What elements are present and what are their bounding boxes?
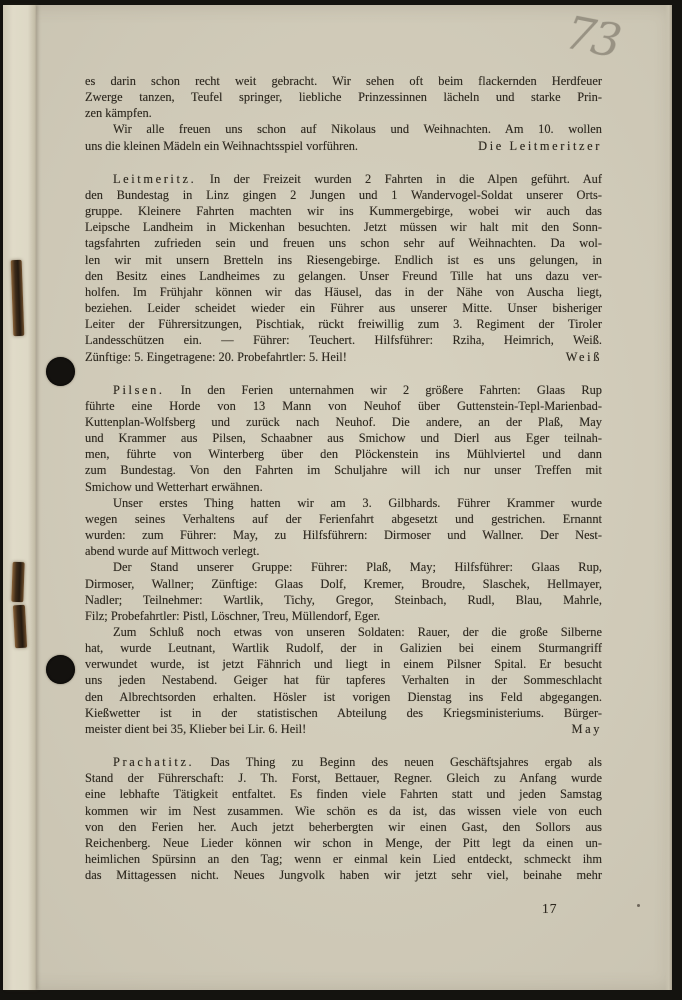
line-text: meister dient bei 35, Klieber bei Lir. 6. Heil! (85, 721, 307, 736)
page-number: 17 (542, 901, 558, 916)
paragraph (85, 121, 602, 153)
text-line: Unser erstes Thing hatten wir am 3. Gilbhards. Führer Krammer wurde (113, 495, 602, 510)
text-column (85, 73, 602, 883)
staple-rust-mark (11, 562, 24, 602)
paragraph (85, 754, 602, 883)
page-spine-fold (3, 5, 36, 990)
text-line: und Krammer aus Pilsen, Schaabner aus Smichow und Dierl aus Eger teilnah- (85, 431, 602, 446)
text-line: Dirmoser, Wallner; Zünftige: Glaas Dolf, Kremer, Broudre, Slaschek, Hellmayer, (85, 576, 602, 591)
document-page (3, 5, 672, 990)
text-line: Leipsche Landheim in Mickenhan besuchten. Jetzt müssen wir halt mit den Sonn- (85, 220, 602, 235)
line-text: uns die kleinen Mädeln ein Weihnachtsspiel vorführen. (85, 138, 359, 153)
text-line: kommen wir im Nest zusammen. Wie schön es da ist, das wissen viele von euch (85, 803, 602, 818)
signature: May (571, 721, 602, 736)
text-line: eine lebhafte Tätigkeit entfaltet. Es finden viele Fahrten statt und jeden Samstag (85, 787, 602, 802)
text-line: den Bundestag in Linz gingen 2 Jungen und 1 Wandervogel-Soldat unserer Orts- (85, 187, 602, 202)
text-line: heimlichen Spürsinn an den Tag; wenn er einmal kein Lied entdeckt, schmeckt ihm (85, 852, 602, 867)
text-line: das Mittagessen nicht. Neues Jungvolk haben wir jetzt sehr viel, beinahe mehr (85, 868, 602, 883)
paragraph (85, 382, 602, 495)
paragraph (85, 171, 602, 365)
section-name: Leitmeritz. (113, 171, 197, 186)
text-line: Zum Schluß noch etwas von unseren Soldaten: Rauer, der die große Silberne (113, 625, 602, 639)
text-line: zum Bundestag. Von den Fahrten im Schuljahre will ich nur unser Treffen mit (85, 463, 602, 478)
text-line: beziehen. Leider scheidet wieder ein Führer aus unserer Mitte. Unser bisheriger (85, 301, 602, 316)
text-line: verwundet wurde, ist jetzt Fähnrich und liegt in einem Pilsner Spital. Er besucht (85, 657, 602, 672)
text-line: holfen. Im Frühjahr können wir das Häusel, das in der Nähe von Auscha liegt, (85, 284, 602, 299)
text-line: gruppe. Kleinere Fahrten machten wir ins Kummergebirge, wobei wir auch das (85, 204, 602, 219)
text-line: den Albrechtsorden erhalten. Hösler ist vorigen Dienstag ins Feld abgegangen. (85, 689, 602, 704)
punch-hole (46, 357, 75, 386)
text-line: Stand der Führerschaft: J. Th. Forst, Bettauer, Regner. Gleich zu Anfang wurde (85, 771, 602, 786)
handwritten-number: 73 (561, 5, 624, 69)
text-line: Pilsen. In den Ferien unternahmen wir 2 größere Fahrten: Glaas Rup (113, 382, 602, 397)
line-text: Zünftige: 5. Eingetragene: 20. Probefahrtler: 5. Heil! (85, 349, 347, 364)
text-line: Kuttenplan-Wolfsberg und zurück nach Neuhof. Die andere, an der Plaß, May (85, 414, 602, 429)
text-line: Wir alle freuen uns schon auf Nikolaus und Weihnachten. Am 10. wollen (113, 122, 602, 137)
punch-hole (46, 655, 75, 684)
text-line: tagsfahrten zufrieden sein und freuen uns schon sehr auf Weihnachten. Da wol- (85, 236, 602, 251)
text-line: Kießwetter ist in der statistischen Abteilung des Kriegsministeriums. Bürger- (85, 705, 602, 720)
text-line (85, 138, 602, 154)
text-line: Nadler; Teilnehmer: Wartlik, Tichy, Gregor, Steinbach, Rudl, Blau, Mahrle, (85, 592, 602, 607)
text-line (85, 721, 602, 737)
text-line: uns jeden Nestabend. Geiger hat für tapferes Verhalten in der Sommeschlacht (85, 673, 602, 688)
text-line: Smichow und Wetterhart erwähnen. (85, 479, 263, 494)
text-line: von den Ferien her. Auch jetzt beherbergten wir einen Gast, den Sollors aus (85, 819, 602, 834)
text-line: führte eine Horde von 13 Mann von Neuhof über Guttenstein-Tepl-Marienbad- (85, 398, 602, 413)
text-line: hat, wurde Leutnant, Wartlik Rudolf, der in Galizien bei einem Sturmangriff (85, 641, 602, 656)
text-line: den Besitz eines Landheimes zu gelangen. Unser Freund Tille hat uns dazu ver- (85, 268, 602, 283)
text-line: Leitmeritz. In der Freizeit wurden 2 Fahrten in die Alpen geführt. Auf (113, 171, 602, 186)
section-name: Pilsen. (113, 382, 165, 397)
text-line: wegen seines Verhaltens auf der Ferienfahrt abgesetzt und gestrichen. Ernannt (85, 511, 602, 526)
text-line: Zwerge tanzen, Teufel springer, liebliche Prinzessinnen lächeln und starke Prin- (85, 90, 602, 105)
text-line: men, führte von Winterberg über den Plöckenstein ins Mühlviertel und dann (85, 447, 602, 462)
signature: Weiß (565, 349, 602, 364)
text-line: Der Stand unserer Gruppe: Führer: Plaß, May; Hilfsführer: Glaas Rup, (113, 560, 602, 575)
text-line: Reichenberg. Neue Lieder können wir schon in Menge, der Pitt legt da einen un- (85, 835, 602, 850)
staple-rust-mark (13, 605, 27, 649)
paper-speck (637, 904, 640, 907)
page-right-edge (665, 5, 672, 990)
text-line: Filz; Probefahrtler: Pistl, Löschner, Treu, Müllendorf, Eger. (85, 608, 381, 623)
paragraph (85, 624, 602, 737)
text-line: Prachatitz. Das Thing zu Beginn des neuen Geschäftsjahres ergab als (113, 755, 602, 770)
text-line (85, 349, 602, 365)
text-line: len wir mit unsern Bretteln ins Riesengebirge. Endlich ist es uns gelungen, in (85, 252, 602, 267)
text-line: abend wurde auf Mittwoch verlegt. (85, 544, 260, 559)
paragraph (85, 73, 602, 121)
text-line: es darin schon recht weit gebracht. Wir sehen oft beim flackernden Herdfeuer (85, 74, 602, 88)
text-line: zen kämpfen. (85, 106, 152, 121)
paragraph (85, 495, 602, 560)
text-line: wurden: zum Führer: May, zu Hilfsführern: Dirmoser und Wallner. Der Nest- (85, 528, 602, 543)
paragraph (85, 559, 602, 624)
section-name: Prachatitz. (113, 755, 195, 770)
signature: Die Leitmeritzer (478, 138, 602, 153)
text-line: Landesschützen ein. — Führer: Teuchert. Hilfsführer: Rziha, Heimrich, Weiß. (85, 333, 602, 348)
text-line: Leiter der Führersitzungen, Pischtiak, rückt freiwillig zum 3. Regiment der Tiroler (85, 317, 602, 332)
